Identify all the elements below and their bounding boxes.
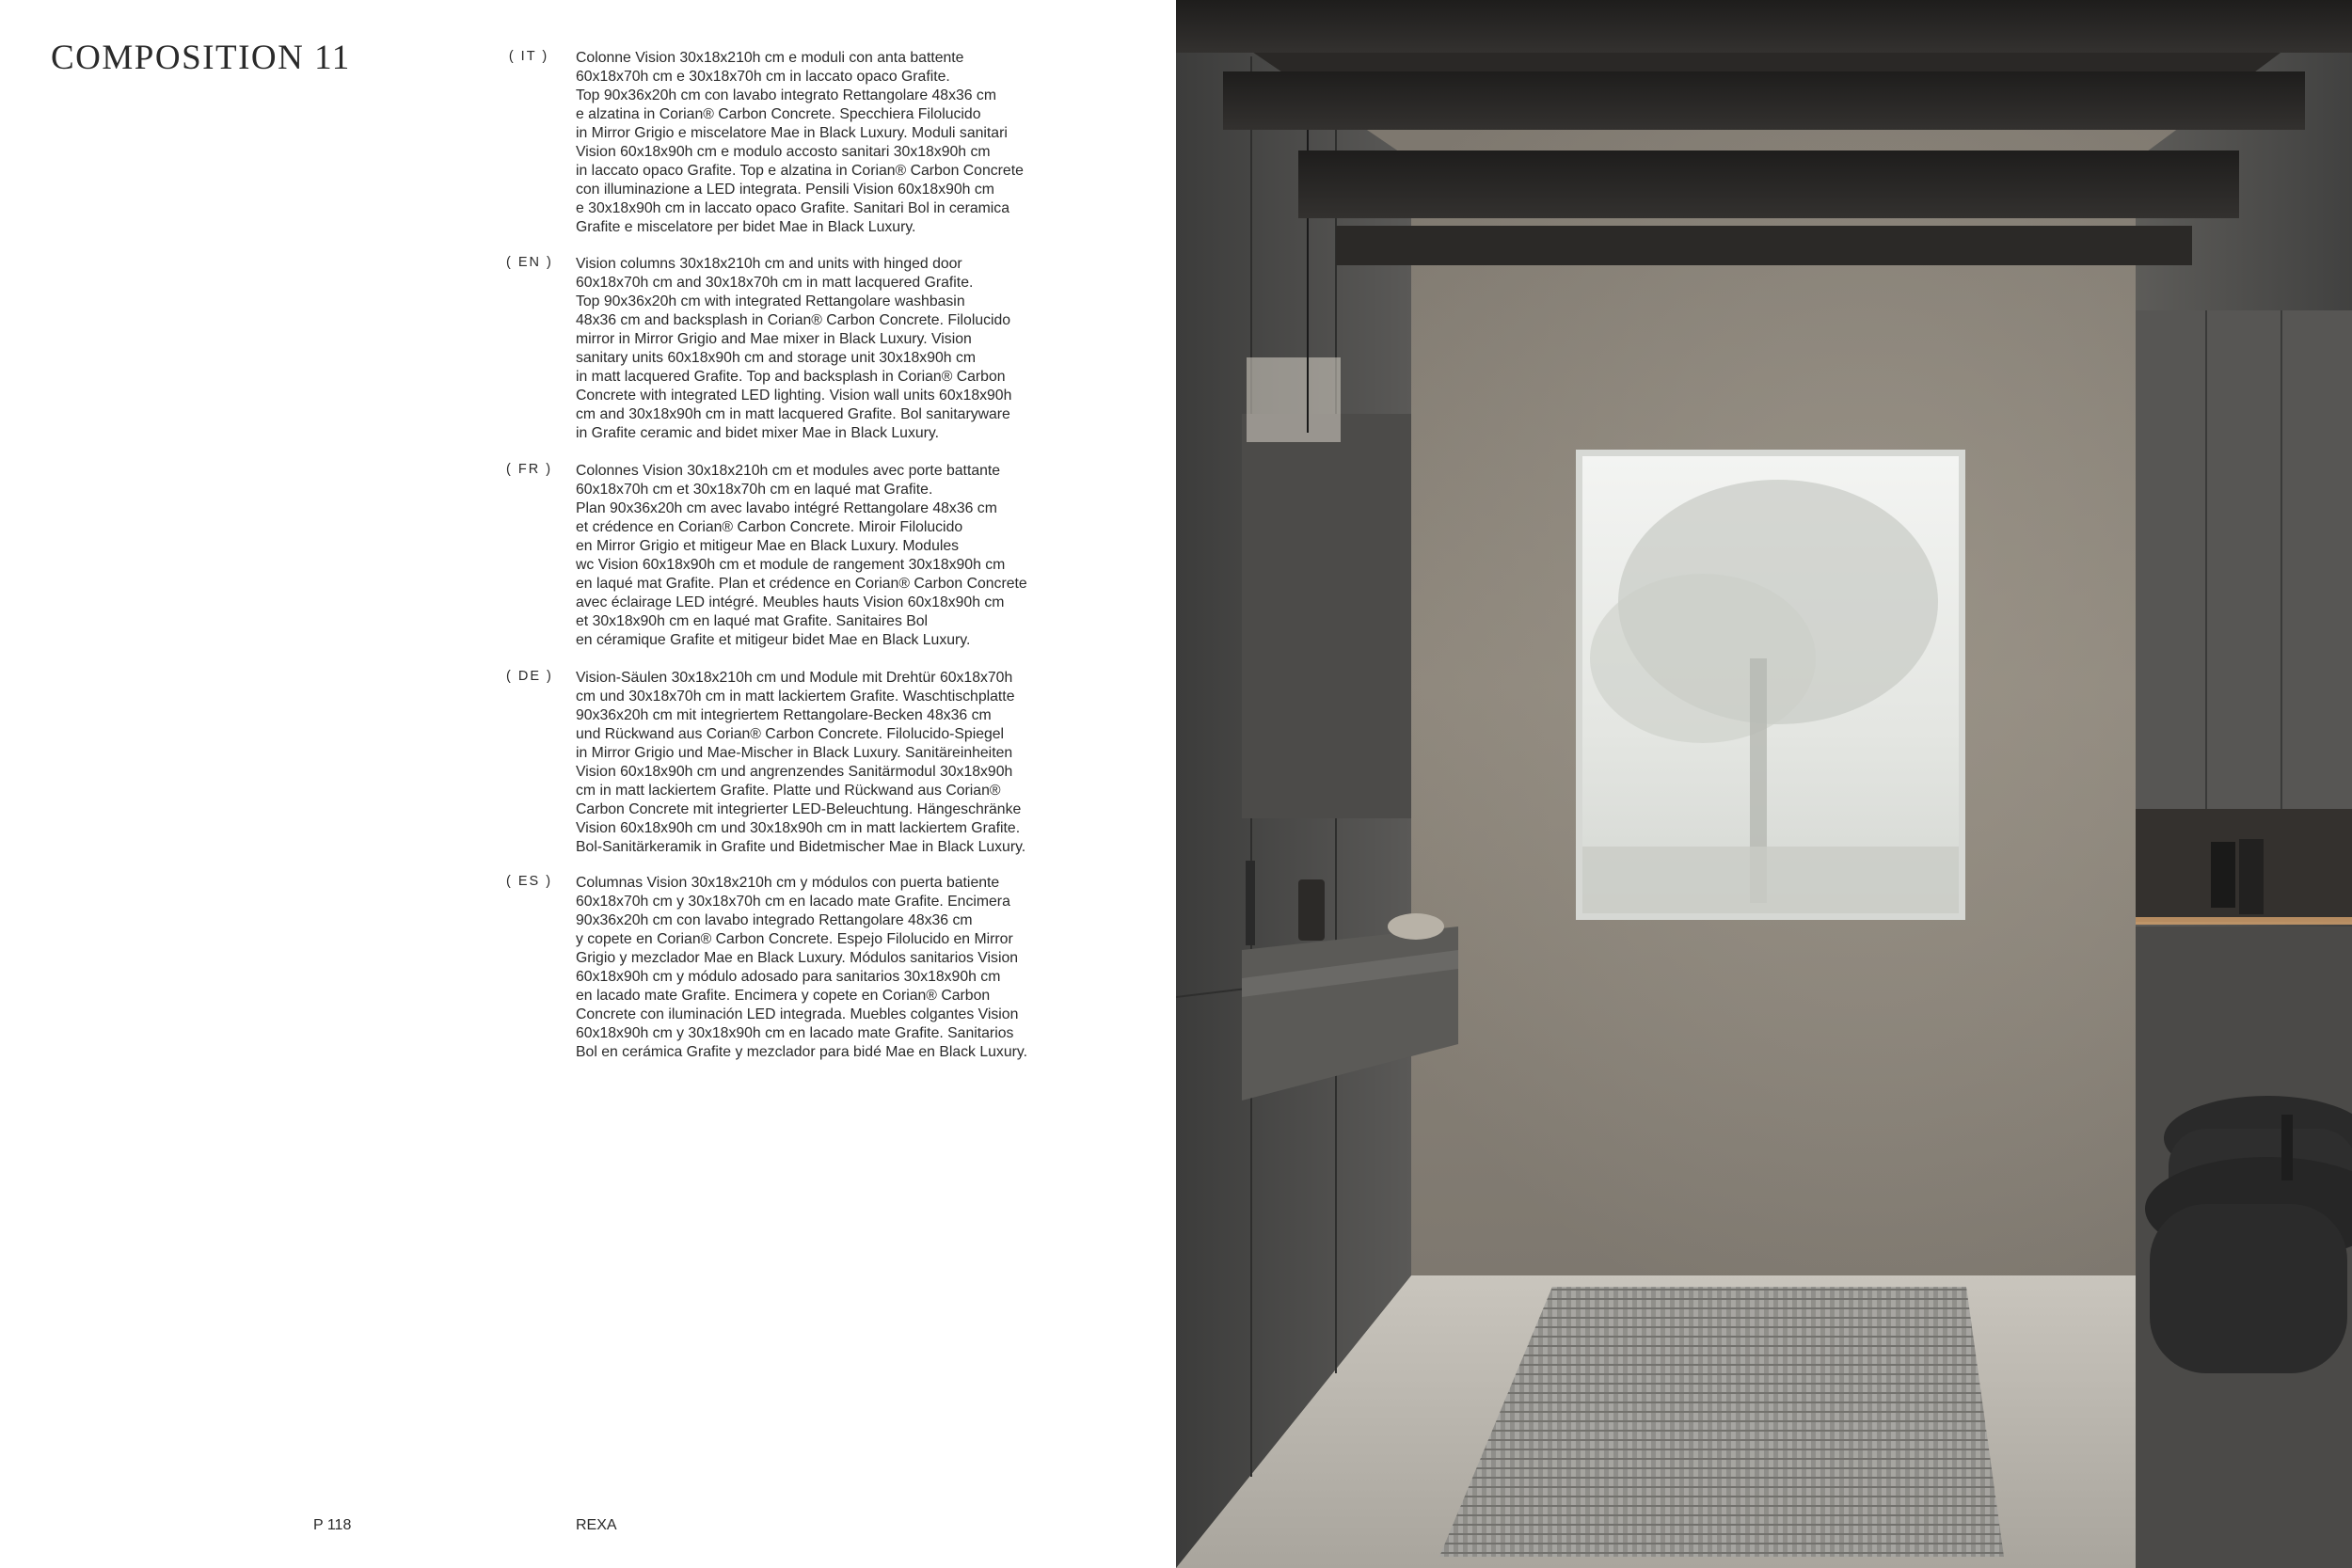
description-line: 60x18x70h cm e 30x18x70h cm in laccato opaco Grafite. [576, 69, 950, 85]
description-line: et 30x18x90h cm en laqué mat Grafite. Sanitaires Bol [576, 613, 929, 629]
description-it [576, 49, 1024, 237]
description-line: Columnas Vision 30x18x210h cm y módulos con puerta batiente [576, 875, 1000, 891]
description-line: en laqué mat Grafite. Plan et crédence en Corian® Carbon Concrete [576, 576, 1027, 592]
description-line: 90x36x20h cm mit integriertem Rettangolare-Becken 48x36 cm [576, 707, 992, 723]
description-line: Colonnes Vision 30x18x210h cm et modules avec porte battante [576, 463, 1001, 479]
description-line: en lacado mate Grafite. Encimera y copete en Corian® Carbon [576, 988, 991, 1004]
description-line: 48x36 cm and backsplash in Corian® Carbon Concrete. Filolucido [576, 312, 1011, 328]
description-line: y copete en Corian® Carbon Concrete. Espejo Filolucido en Mirror [576, 931, 1013, 947]
description-line: mirror in Mirror Grigio and Mae mixer in Black Luxury. Vision [576, 331, 972, 347]
stone-decor [1388, 913, 1444, 940]
description-line: 60x18x70h cm and 30x18x70h cm in matt lacquered Grafite. [576, 275, 974, 291]
description-line: Grigio y mezclador Mae en Black Luxury. Módulos sanitarios Vision [576, 950, 1019, 966]
description-line: 60x18x90h cm y 30x18x90h cm en lacado mate Grafite. Sanitarios [576, 1025, 1014, 1041]
description-line: Vision 60x18x90h cm e modulo accosto sanitari 30x18x90h cm [576, 144, 991, 160]
ceiling-beam [1176, 0, 2352, 53]
description-line: sanitary units 60x18x90h cm and storage unit 30x18x90h cm [576, 350, 977, 366]
description-line: cm und 30x18x70h cm in matt lackiertem Grafite. Waschtischplatte [576, 689, 1015, 705]
brand-name: REXA [576, 1517, 617, 1533]
mirror-cabinet [1242, 414, 1411, 818]
description-line: 60x18x90h cm y módulo adosado para sanitarios 30x18x90h cm [576, 969, 1001, 985]
description-line: 60x18x70h cm y 30x18x70h cm en lacado mate Grafite. Encimera [576, 894, 1010, 910]
wall-unit-upper [2136, 310, 2352, 809]
description-line: Carbon Concrete mit integrierter LED-Beleuchtung. Hängeschränke [576, 801, 1022, 817]
description-line: in matt lacquered Grafite. Top and backsplash in Corian® Carbon [576, 369, 1006, 385]
picture-frame [2211, 842, 2235, 908]
bathroom-photo [1176, 0, 2352, 1568]
description-line: 90x36x20h cm con lavabo integrado Rettangolare 48x36 cm [576, 912, 973, 928]
description-line: in Mirror Grigio und Mae-Mischer in Black Luxury. Sanitäreinheiten [576, 745, 1013, 761]
ceiling-beam [1298, 150, 2239, 218]
description-es [576, 874, 1027, 1062]
description-line: Concrete con iluminación LED integrada. Muebles colgantes Vision [576, 1006, 1019, 1022]
window-ground [1582, 847, 1959, 913]
description-line: con illuminazione a LED integrata. Pensili Vision 60x18x90h cm [576, 182, 994, 198]
description-line: Grafite e miscelatore per bidet Mae in Black Luxury. [576, 219, 916, 235]
ceiling-beam [1223, 71, 2305, 130]
description-line: Top 90x36x20h cm con lavabo integrato Rettangolare 48x36 cm [576, 87, 996, 103]
description-line: Plan 90x36x20h cm avec lavabo intégré Rettangolare 48x36 cm [576, 500, 997, 516]
description-line: wc Vision 60x18x90h cm et module de rangement 30x18x90h cm [576, 557, 1006, 573]
description-line: und Rückwand aus Corian® Carbon Concrete. Filolucido-Spiegel [576, 726, 1005, 742]
lang-code-it: ( IT ) [508, 49, 549, 64]
description-en [576, 255, 1011, 443]
description-line: in Mirror Grigio e miscelatore Mae in Black Luxury. Moduli sanitari [576, 125, 1008, 141]
description-line: en Mirror Grigio et mitigeur Mae en Black Luxury. Modules [576, 538, 960, 554]
description-line: e 30x18x90h cm in laccato opaco Grafite. Sanitari Bol in ceramica [576, 200, 1009, 216]
description-line: Vision 60x18x90h cm und angrenzendes Sanitärmodul 30x18x90h [576, 764, 1013, 780]
lang-code-en: ( EN ) [506, 255, 553, 270]
window-tree-foliage [1590, 574, 1816, 743]
description-de [576, 669, 1025, 857]
mirror-led-strip [1247, 357, 1341, 442]
description-line: Vision columns 30x18x210h cm and units with hinged door [576, 256, 962, 272]
description-line: cm and 30x18x90h cm in matt lacquered Grafite. Bol sanitaryware [576, 406, 1010, 422]
soap-bottle [1298, 879, 1325, 941]
description-line: e alzatina in Corian® Carbon Concrete. Specchiera Filolucido [576, 106, 981, 122]
lang-code-de: ( DE ) [506, 669, 553, 684]
description-line: Vision 60x18x90h cm und 30x18x90h cm in matt lackiertem Grafite. [576, 820, 1021, 836]
description-line: Colonne Vision 30x18x210h cm e moduli con anta battente [576, 50, 964, 66]
lang-code-es: ( ES ) [506, 874, 553, 889]
description-line: Bol en cerámica Grafite y mezclador para bidé Mae en Black Luxury. [576, 1044, 1027, 1060]
description-line: Top 90x36x20h cm with integrated Rettangolare washbasin [576, 293, 965, 309]
description-line: avec éclairage LED intégré. Meubles hauts Vision 60x18x90h cm [576, 594, 1005, 610]
ceiling-beam [1336, 226, 2192, 265]
description-line: cm in matt lackiertem Grafite. Platte und Rückwand aus Corian® [576, 783, 1001, 799]
description-line: en céramique Grafite et mitigeur bidet Mae en Black Luxury. [576, 632, 971, 648]
lang-code-fr: ( FR ) [506, 462, 553, 477]
description-line: Bol-Sanitärkeramik in Grafite und Bidetmischer Mae in Black Luxury. [576, 839, 1026, 855]
composition-title: COMPOSITION 11 [51, 39, 351, 77]
led-shelf-glow [2136, 917, 2352, 925]
description-line: Vision-Säulen 30x18x210h cm und Module mit Drehtür 60x18x70h [576, 670, 1013, 686]
page-number: P 118 [313, 1517, 352, 1533]
description-fr [576, 462, 1027, 650]
bidet-body [2150, 1204, 2347, 1373]
description-line: in Grafite ceramic and bidet mixer Mae in Black Luxury. [576, 425, 940, 441]
description-line: et crédence en Corian® Carbon Concrete. Miroir Filolucido [576, 519, 963, 535]
faucet [1246, 861, 1255, 945]
description-line: 60x18x70h cm et 30x18x70h cm en laqué mat Grafite. [576, 482, 933, 498]
bidet-mixer [2281, 1115, 2293, 1180]
description-line: Concrete with integrated LED lighting. Vision wall units 60x18x90h [576, 388, 1012, 404]
picture-frame [2239, 839, 2264, 914]
description-line: in laccato opaco Grafite. Top e alzatina in Corian® Carbon Concrete [576, 163, 1024, 179]
